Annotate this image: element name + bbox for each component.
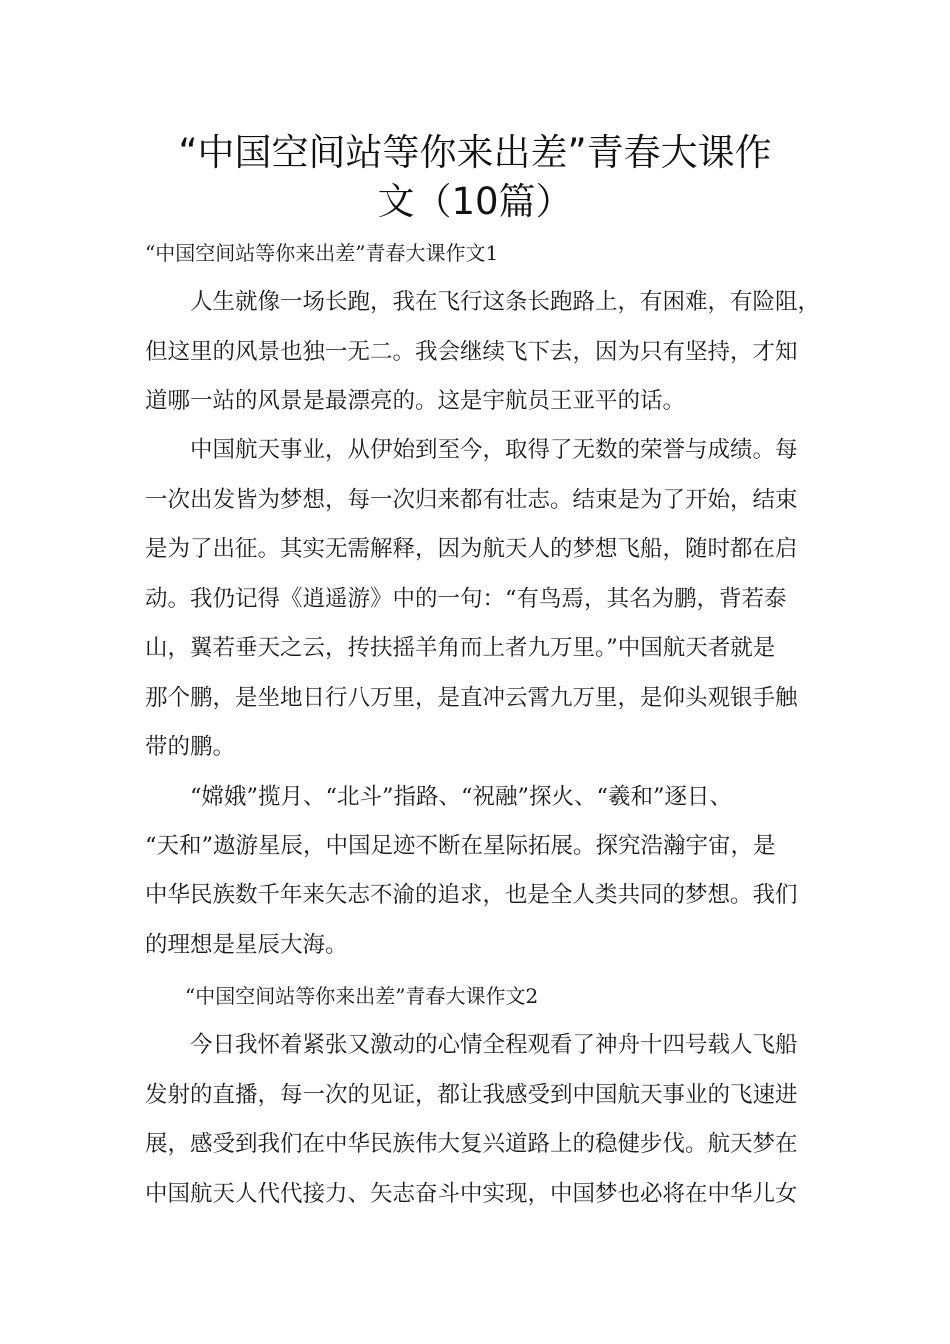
text-line: “嫦娥”揽月、“北斗”指路、“祝融”探火、“羲和”逐日、	[145, 784, 733, 810]
text-line: 人生就像一场长跑，我在飞行这条长跑路上，有困难，有险阻，	[145, 289, 821, 315]
text-line: 道哪一站的风景是最漂亮的。这是宇航员王亚平的话。	[145, 388, 686, 414]
text-line: 山，翼若垂天之云，抟扶摇羊角而上者九万里。”中国航天者就是	[145, 635, 776, 661]
text-line: 带的鹏。	[145, 734, 236, 760]
section-heading-2: “中国空间站等你来出差”青春大课作文2	[145, 984, 539, 1008]
text-line: 中华民族数千年来矢志不渝的追求，也是全人类共同的梦想。我们	[145, 882, 798, 908]
text-line: 但这里的风景也独一无二。我会继续飞下去，因为只有坚持，才知	[145, 339, 798, 365]
section-heading-1: “中国空间站等你来出差”青春大课作文1	[145, 241, 499, 265]
text-line: 那个鹏，是坐地日行八万里，是直冲云霄九万里，是仰头观银手触	[145, 685, 798, 711]
text-line: 发射的直播，每一次的见证，都让我感受到中国航天事业的飞速进	[145, 1082, 798, 1108]
text-line: 动。我仍记得《逍遥游》中的一句：“有鸟焉，其名为鹏，背若泰	[145, 586, 787, 612]
text-line: 是为了出征。其实无需解释，因为航天人的梦想飞船，随时都在启	[145, 536, 798, 562]
text-line: 中国航天人代代接力、矢志奋斗中实现，中国梦也必将在中华儿女	[145, 1181, 798, 1207]
text-line: 展，感受到我们在中华民族伟大复兴道路上的稳健步伐。航天梦在	[145, 1131, 798, 1157]
text-line: 的理想是星辰大海。	[145, 932, 348, 958]
text-line: 一次出发皆为梦想，每一次归来都有壮志。结束是为了开始，结束	[145, 487, 798, 513]
document-title-line-1: “中国空间站等你来出差”青春大课作	[178, 131, 772, 174]
text-line: 中国航天事业，从伊始到至今，取得了无数的荣誉与成绩。每	[145, 437, 798, 463]
text-line: “天和”遨游星辰，中国足迹不断在星际拓展。探究浩瀚宇宙，是	[145, 833, 776, 859]
text-line: 今日我怀着紧张又激动的心情全程观看了神舟十四号载人飞船	[145, 1032, 798, 1058]
document-title-line-2: 文（10篇）	[377, 180, 573, 223]
